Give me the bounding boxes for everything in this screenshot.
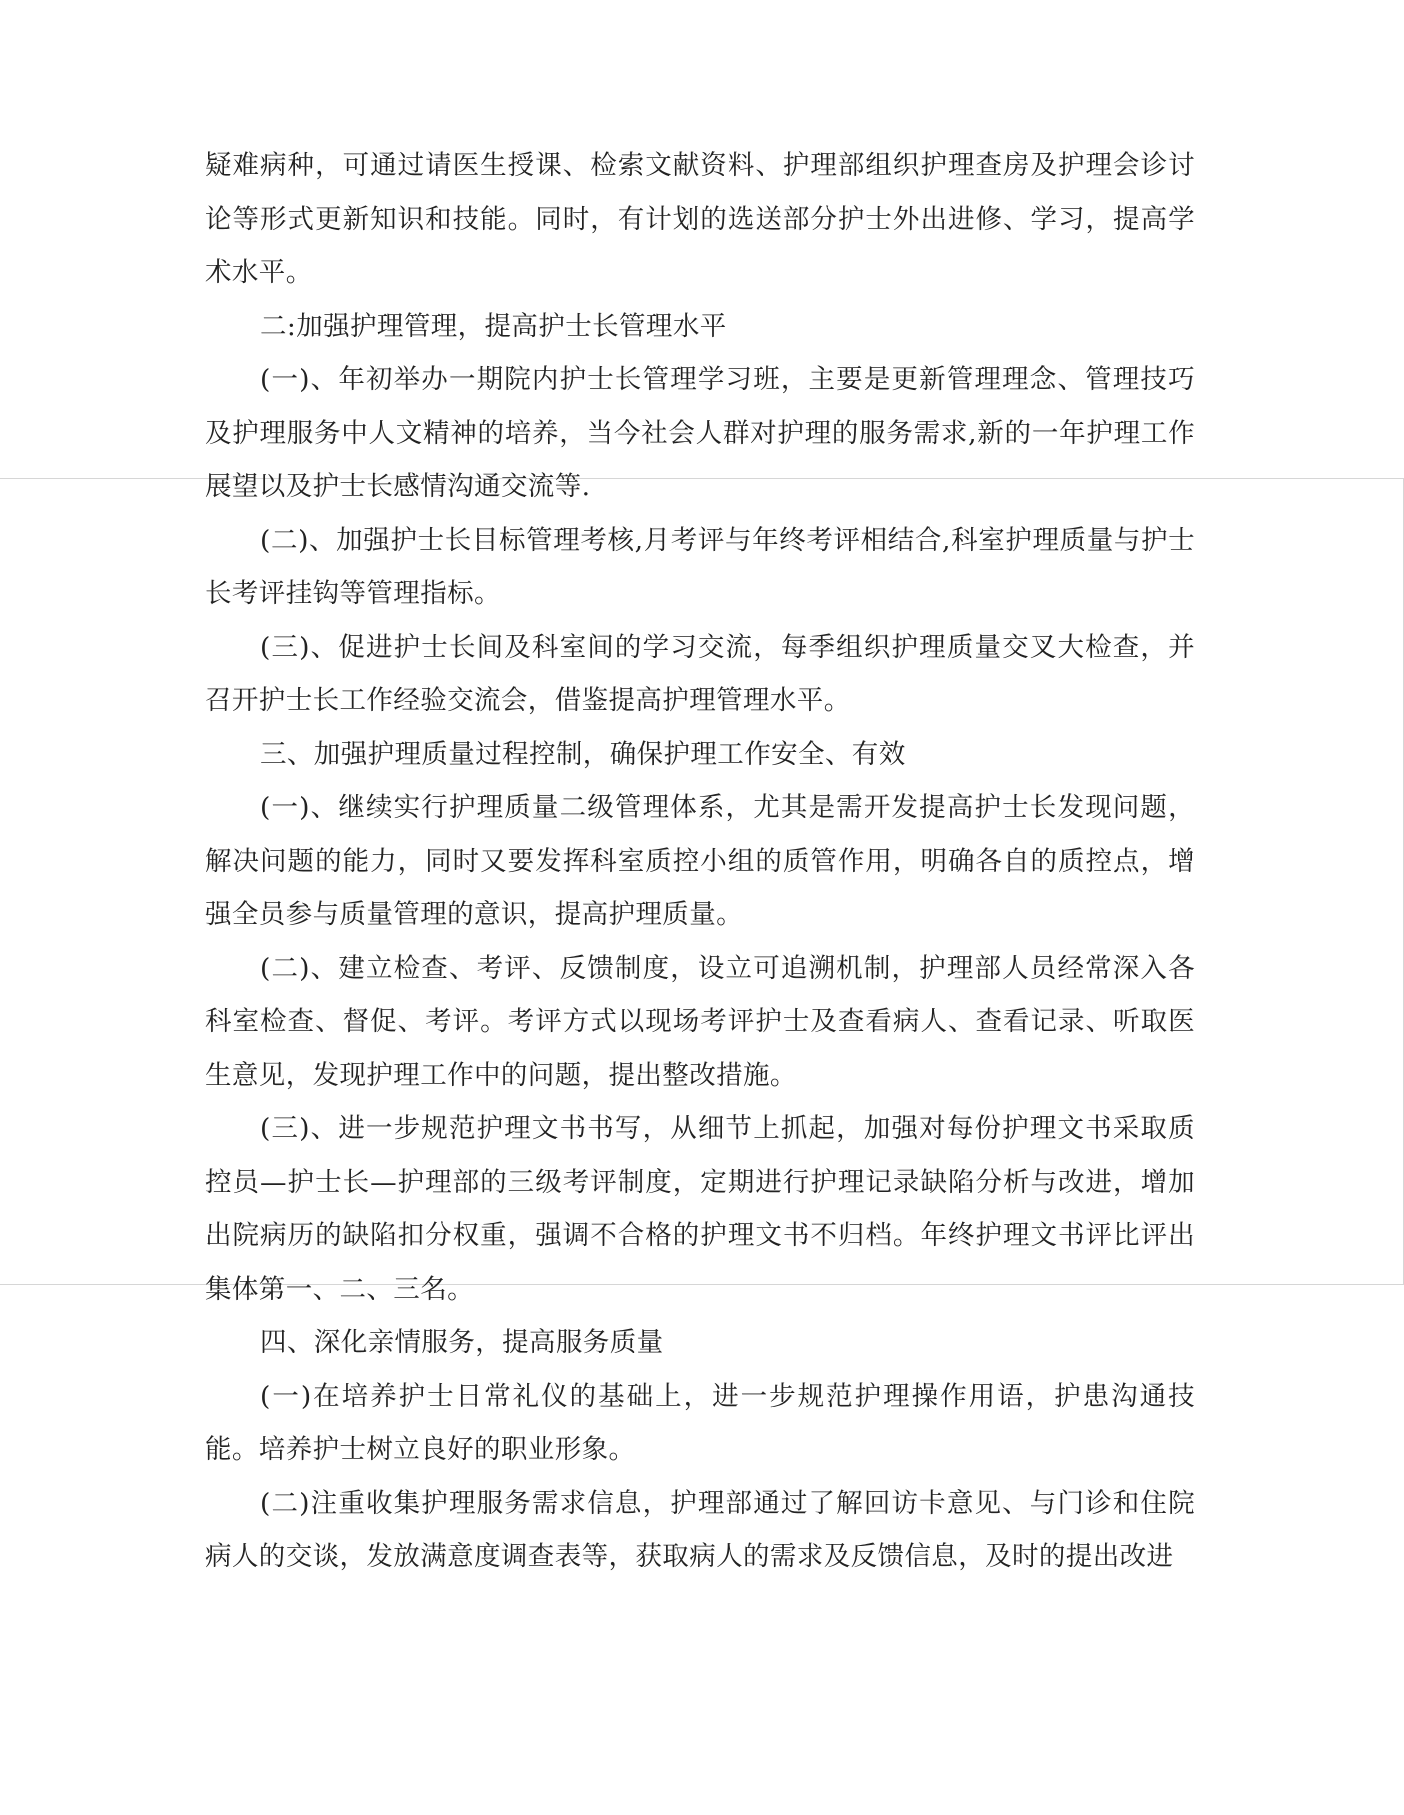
section-heading-4: 四、深化亲情服务，提高服务质量 <box>260 1327 664 1358</box>
paragraph-3-1: (一)、继续实行护理质量二级管理体系，尤其是需开发提高护士长发现问题，解决问题的能力，同时又要发挥科室质控小组的质管作用，明确各自的质控点，增强全员参与质量管理的意识，提高护理质量。 <box>205 792 1195 930</box>
document-body <box>205 139 1195 1584</box>
paragraph-4-2: (二)注重收集护理服务需求信息，护理部通过了解回访卡意见、与门诊和住院病人的交谈，发放满意度调查表等，获取病人的需求及反馈信息，及时的提出改进 <box>205 1487 1195 1572</box>
paragraph-4-1: (一)在培养护士日常礼仪的基础上，进一步规范护理操作用语，护患沟通技能。培养护士树立良好的职业形象。 <box>205 1380 1195 1465</box>
paragraph-2-3: (三)、促进护士长间及科室间的学习交流，每季组织护理质量交叉大检查，并召开护士长工作经验交流会，借鉴提高护理管理水平。 <box>205 631 1195 716</box>
section-heading-3: 三、加强护理质量过程控制，确保护理工作安全、有效 <box>260 738 906 770</box>
paragraph-intro-continuation: 疑难病种，可通过请医生授课、检索文献资料、护理部组织护理查房及护理会诊讨论等形式更新知识和技能。同时，有计划的选送部分护士外出进修、学习，提高学术水平。 <box>205 150 1195 288</box>
paragraph-3-2: (二)、建立检查、考评、反馈制度，设立可追溯机制，护理部人员经常深入各科室检查、督促、考评。考评方式以现场考评护士及查看病人、查看记录、听取医生意见，发现护理工作中的问题，提出整改措施。 <box>205 952 1195 1091</box>
paragraph-3-3: (三)、进一步规范护理文书书写，从细节上抓起，加强对每份护理文书采取质控员—护士长—护理部的三级考评制度，定期进行护理记录缺陷分析与改进，增加出院病历的缺陷扣分权重，强调不合格的护理文书不归档。年终护理文书评比评出集体第一、二、三名。 <box>205 1113 1195 1305</box>
paragraph-2-2: (二)、加强护士长目标管理考核,月考评与年终考评相结合,科室护理质量与护士长考评挂钩等管理指标。 <box>205 524 1195 609</box>
paragraph-2-1: (一)、年初举办一期院内护士长管理学习班，主要是更新管理理念、管理技巧及护理服务中人文精神的培养，当今社会人群对护理的服务需求,新的一年护理工作展望以及护士长感情沟通交流等. <box>205 364 1195 502</box>
section-heading-2: 二:加强护理管理，提高护士长管理水平 <box>260 310 727 342</box>
